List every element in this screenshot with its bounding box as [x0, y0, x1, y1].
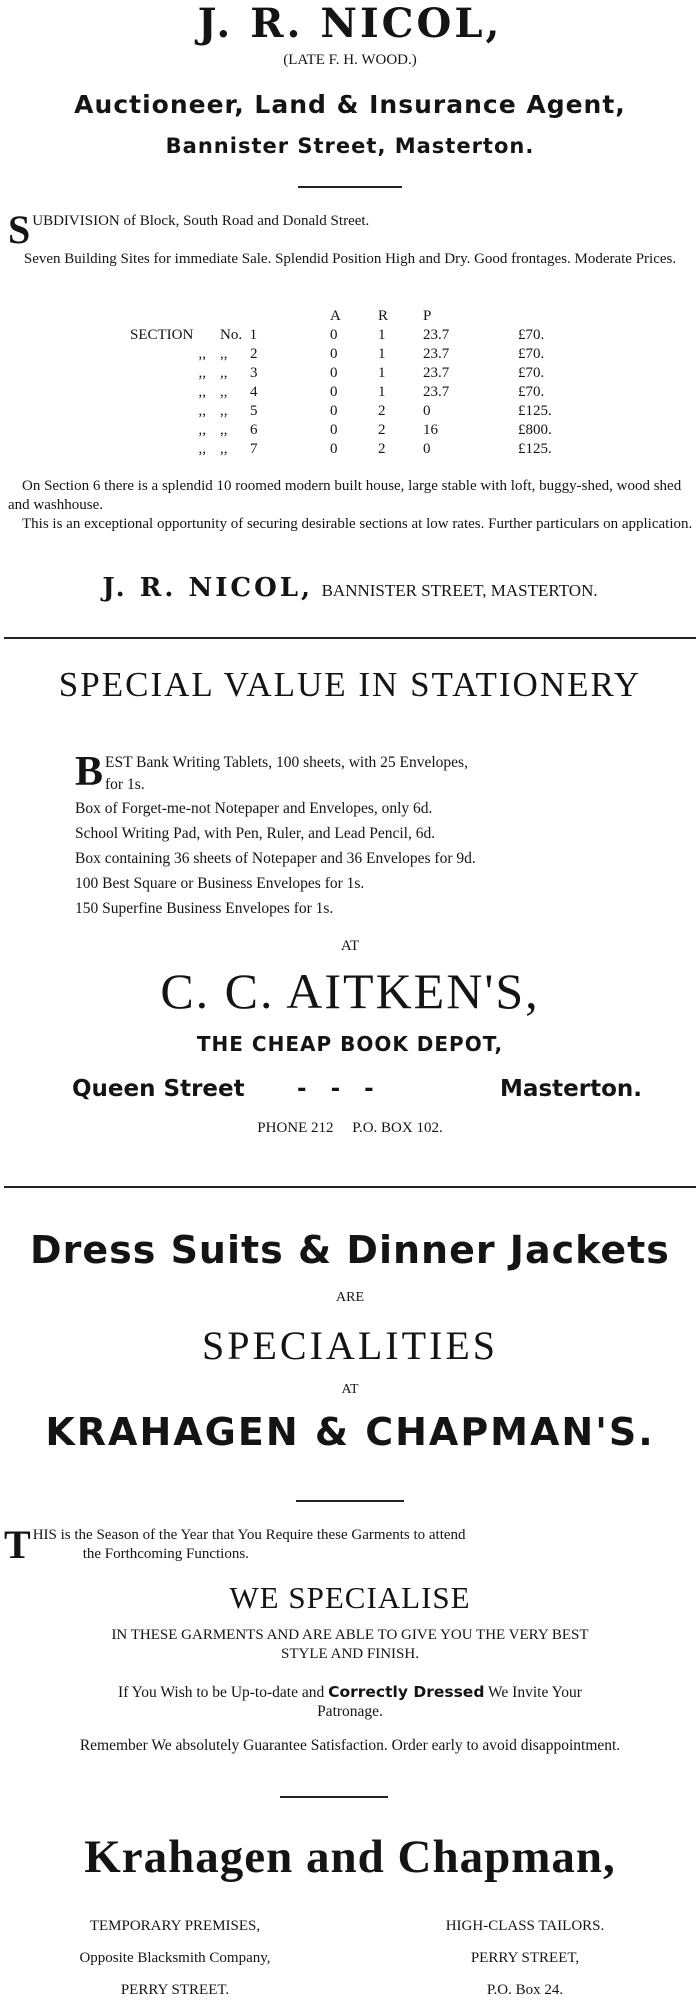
kc-left-line-1: TEMPORARY PREMISES, [89, 1918, 261, 1934]
aitken-phone: PHONE 212 P.O. BOX 102. [257, 1120, 443, 1136]
row-a: 0 [330, 365, 338, 381]
opportunity-text: This is an exceptional opportunity of securing desirable sections at low rates. Further particulars on application. [22, 516, 693, 532]
we-specialise: WE SPECIALISE [229, 1580, 471, 1615]
header-a: A [330, 308, 341, 324]
kc-right-line-1: HIGH-CLASS TAILORS. [445, 1918, 605, 1934]
kc-right-column [360, 1910, 690, 2006]
row-r: 2 [378, 441, 386, 457]
row-label: ,, [198, 346, 206, 362]
row-no-label: No. [220, 327, 243, 343]
subdivision-intro [8, 207, 694, 252]
row-no-label: ,, [220, 384, 228, 400]
uptodate-line-1b: We Invite Your [488, 1684, 582, 1701]
row-price: £125. [518, 403, 552, 419]
row-a: 0 [330, 384, 338, 400]
stationery-heading: SPECIAL VALUE IN STATIONERY [58, 665, 642, 704]
row-no: 7 [250, 441, 258, 457]
dress-are: ARE [336, 1290, 364, 1305]
season-line-1: HIS is the Season of the Year that You Require these Garments to attend [32, 1527, 466, 1543]
header-p: P [423, 308, 432, 324]
uptodate-line-1a: If You Wish to be Up-to-date and [118, 1684, 325, 1701]
row-a: 0 [330, 403, 338, 419]
nicol-street: Bannister Street, Masterton. [165, 134, 535, 158]
row-no: 2 [250, 346, 258, 362]
divider [298, 186, 402, 188]
stationery-item-2: Box of Forget-me-not Notepaper and Envelopes, only 6d. [75, 800, 433, 817]
row-label: ,, [198, 403, 206, 419]
row-no-label: ,, [220, 422, 228, 438]
building-sites-text: Seven Building Sites for immediate Sale. Splendid Position High and Dry. Good frontages. Moderate Prices. [23, 251, 677, 267]
row-a: 0 [330, 327, 338, 343]
row-p: 23.7 [423, 365, 450, 381]
stationery-item-1b: for 1s. [105, 776, 145, 793]
uptodate-text [0, 1683, 700, 1721]
stationery-at: AT [340, 938, 360, 954]
row-r: 1 [378, 327, 386, 343]
row-no: 3 [250, 365, 258, 381]
row-no-label: ,, [220, 403, 228, 419]
row-price: £70. [518, 384, 545, 400]
row-a: 0 [330, 422, 338, 438]
row-label: SECTION [130, 327, 194, 343]
dropcap-t: T [4, 1522, 31, 1567]
uptodate-line-2: Patronage. [317, 1703, 383, 1720]
row-r: 1 [378, 365, 386, 381]
row-price: £70. [518, 346, 545, 362]
stationery-item-1 [75, 749, 675, 796]
kc-right-line-2: PERRY STREET, [470, 1950, 580, 1966]
table-row [130, 326, 578, 345]
aitken-name: C. C. AITKEN'S, [160, 963, 540, 1019]
dress-firm: KRAHAGEN & CHAPMAN'S. [45, 1410, 655, 1454]
table-row [130, 364, 578, 383]
stationery-item-4: Box containing 36 sheets of Notepaper and 36 Envelopes for 9d. [75, 850, 476, 867]
subdivision-text: UBDIVISION of Block, South Road and Donald Street. [32, 213, 370, 229]
garments-line-1: IN THESE GARMENTS AND ARE ABLE TO GIVE YOU THE VERY BEST [111, 1627, 589, 1643]
divider [296, 1500, 404, 1502]
kc-name: Krahagen and Chapman, [84, 1831, 616, 1883]
dress-specialities: SPECIALITIES [202, 1323, 498, 1368]
row-no: 1 [249, 327, 258, 343]
dress-heading: Dress Suits & Dinner Jackets [30, 1228, 670, 1272]
nicol-role: Auctioneer, Land & Insurance Agent, [74, 90, 626, 119]
row-no-label: ,, [220, 441, 228, 457]
aitken-town: Masterton. [500, 1076, 642, 1102]
table-row [130, 383, 578, 402]
row-p: 0 [423, 403, 431, 419]
header-r: R [378, 308, 389, 324]
row-price: £70. [518, 327, 545, 343]
table-row [130, 402, 578, 421]
divider [280, 1796, 388, 1798]
row-r: 2 [378, 403, 386, 419]
row-no-label: ,, [220, 365, 228, 381]
row-p: 23.7 [423, 327, 450, 343]
ad-separator [4, 637, 696, 639]
row-a: 0 [330, 346, 338, 362]
table-header-row [130, 307, 578, 326]
kc-right-line-3: P.O. Box 24. [486, 1982, 564, 1998]
nicol-signature [0, 573, 700, 603]
row-r: 1 [378, 346, 386, 362]
nicol-title: J. R. NICOL, [197, 0, 503, 47]
season-line-2: the Forthcoming Functions. [82, 1546, 249, 1562]
table-row [130, 345, 578, 364]
row-label: ,, [198, 384, 206, 400]
uptodate-bold: Correctly Dressed [328, 1683, 485, 1701]
row-p: 23.7 [423, 384, 450, 400]
nicol-late-note: (LATE F. H. WOOD.) [283, 52, 417, 68]
ad-separator [4, 1186, 696, 1188]
season-text [4, 1522, 696, 1567]
garments-text [0, 1626, 700, 1664]
stationery-item-1a: EST Bank Writing Tablets, 100 sheets, with 25 Envelopes, [105, 754, 468, 771]
dress-at: AT [341, 1382, 359, 1397]
row-no: 4 [250, 384, 258, 400]
aitken-street: Queen Street [72, 1076, 245, 1102]
kc-left-line-2: Opposite Blacksmith Company, [79, 1950, 271, 1966]
table-row [130, 421, 578, 440]
nicol-sign-address: BANNISTER STREET, MASTERTON. [321, 581, 598, 600]
row-p: 16 [423, 422, 438, 438]
row-price: £70. [518, 365, 545, 381]
row-p: 0 [423, 441, 431, 457]
aitken-depot: THE CHEAP BOOK DEPOT, [196, 1032, 504, 1056]
row-label: ,, [198, 365, 206, 381]
dropcap-b: B [75, 749, 104, 795]
row-label: ,, [198, 441, 206, 457]
row-no: 5 [250, 403, 258, 419]
row-r: 1 [378, 384, 386, 400]
nicol-sign-name: J. R. NICOL, [102, 573, 314, 603]
table-row [130, 440, 578, 459]
row-price: £125. [518, 441, 552, 457]
row-no-label: ,, [220, 346, 228, 362]
row-price: £800. [518, 422, 552, 438]
section6-text: On Section 6 there is a splendid 10 roomed modern built house, large stable with loft, buggy-shed, wood shed and washhouse. [8, 478, 682, 513]
row-no: 6 [250, 422, 258, 438]
dropcap-s: S [8, 207, 31, 252]
stationery-item-6: 150 Superfine Business Envelopes for 1s. [75, 900, 334, 917]
stationery-item-5: 100 Best Square or Business Envelopes for 1s. [75, 875, 365, 892]
row-r: 2 [378, 422, 386, 438]
kc-left-line-3: PERRY STREET. [120, 1982, 230, 1998]
row-label: ,, [198, 422, 206, 438]
aitken-dashes: - - - [297, 1076, 374, 1102]
row-a: 0 [330, 441, 338, 457]
stationery-item-3: School Writing Pad, with Pen, Ruler, and Lead Pencil, 6d. [75, 825, 436, 842]
garments-line-2: STYLE AND FINISH. [281, 1646, 419, 1662]
row-p: 23.7 [423, 346, 450, 362]
kc-left-column [10, 1910, 340, 2006]
guarantee-text: Remember We absolutely Guarantee Satisfaction. Order early to avoid disappointment. [79, 1737, 621, 1754]
